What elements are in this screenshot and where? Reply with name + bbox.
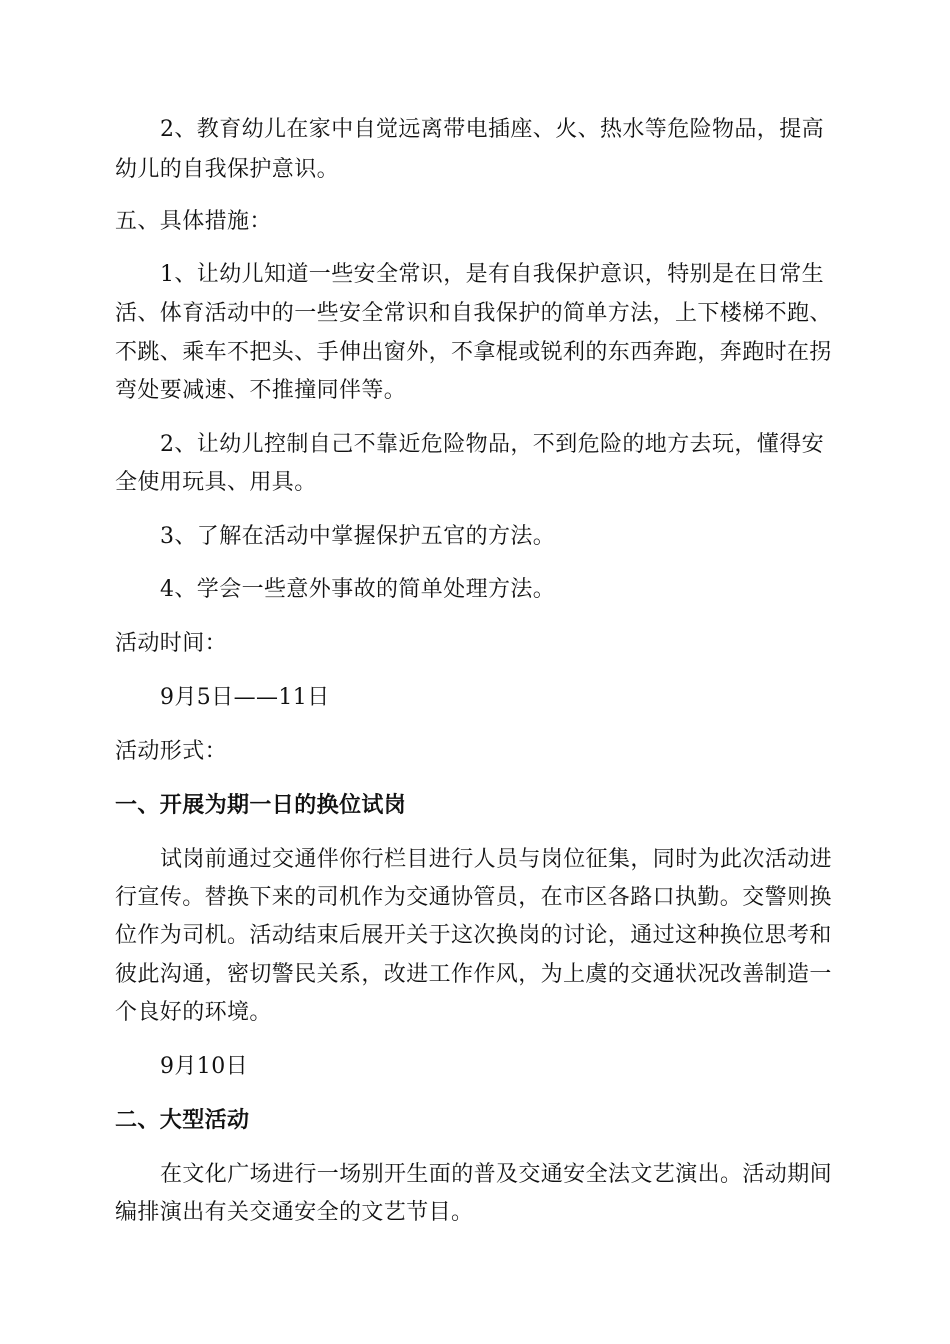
paragraph-line: 不跳、乘车不把头、手伸出窗外，不拿棍或锐利的东西奔跑，奔跑时在拐	[115, 340, 832, 365]
paragraph-line: 活、体育活动中的一些安全常识和自我保护的简单方法，上下楼梯不跑、	[115, 301, 832, 326]
paragraph-line: 位作为司机。活动结束后展开关于这次换岗的讨论，通过这种换位思考和	[115, 923, 832, 948]
paragraph-line: 2、教育幼儿在家中自觉远离带电插座、火、热水等危险物品，提高	[160, 117, 824, 142]
section-heading: 活动时间：	[115, 631, 228, 656]
paragraph-line: 弯处要减速、不推撞同伴等。	[115, 378, 407, 403]
section-heading: 活动形式：	[115, 739, 228, 764]
paragraph-line: 彼此沟通，密切警民关系，改进工作作风，为上虞的交通状况改善制造一	[115, 962, 832, 987]
paragraph-line: 4、学会一些意外事故的简单处理方法。	[160, 577, 556, 602]
paragraph-line: 1、让幼儿知道一些安全常识，是有自我保护意识，特别是在日常生	[160, 262, 824, 287]
paragraph-line: 2、让幼儿控制自己不靠近危险物品，不到危险的地方去玩，懂得安	[160, 432, 824, 457]
paragraph-line: 在文化广场进行一场别开生面的普及交通安全法文艺演出。活动期间	[160, 1162, 833, 1187]
date-text: 9月10日	[160, 1054, 248, 1079]
bold-heading: 二、大型活动	[115, 1108, 250, 1133]
paragraph-line: 幼儿的自我保护意识。	[115, 157, 340, 182]
bold-heading: 一、开展为期一日的换位试岗	[115, 793, 407, 818]
paragraph-line: 行宣传。替换下来的司机作为交通协管员，在市区各路口执勤。交警则换	[115, 885, 832, 910]
date-text: 9月5日——11日	[160, 685, 330, 710]
paragraph-line: 编排演出有关交通安全的文艺节目。	[115, 1200, 474, 1225]
paragraph-line: 试岗前通过交通伴你行栏目进行人员与岗位征集，同时为此次活动进	[160, 847, 833, 872]
paragraph-line: 个良好的环境。	[115, 1000, 272, 1025]
paragraph-line: 3、了解在活动中掌握保护五官的方法。	[160, 524, 556, 549]
paragraph-line: 全使用玩具、用具。	[115, 470, 317, 495]
section-heading: 五、具体措施：	[115, 209, 272, 234]
